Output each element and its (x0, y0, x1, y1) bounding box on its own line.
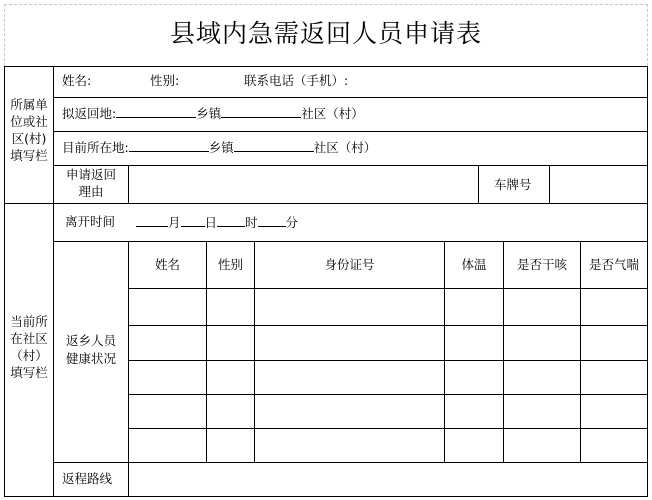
current-location-label: 目前所在地: (62, 140, 129, 155)
plate-label: 车牌号 (494, 177, 532, 192)
return-community-label: 社区（村） (301, 106, 364, 121)
health-table-row[interactable] (129, 326, 647, 360)
hour-label: 时 (245, 215, 258, 230)
grid-line (53, 131, 648, 132)
return-destination-label: 拟返回地: (62, 106, 117, 121)
section-current-label: 当前所在社区（村）填写栏 (10, 314, 48, 380)
day-label: 日 (204, 215, 218, 230)
return-township-label: 乡镇 (196, 106, 222, 121)
health-status-label: 返乡人员健康状况 (65, 333, 116, 366)
health-header-wheezing: 是否气喘 (588, 257, 639, 272)
leave-time-fields (136, 213, 298, 232)
current-community-label: 社区（村） (313, 140, 377, 155)
hour-blank[interactable] (217, 213, 245, 227)
return-route-label: 返程路线 (62, 471, 113, 486)
current-location-row (62, 138, 376, 157)
grid-line (4, 66, 648, 67)
current-township-blank[interactable] (129, 138, 209, 152)
minute-label: 分 (285, 215, 299, 230)
title-dashed-border (4, 4, 648, 5)
month-blank[interactable] (136, 213, 168, 227)
grid-line (4, 496, 648, 497)
return-reason-field[interactable] (129, 166, 477, 202)
form-title: 县域内急需返回人员申请表 (169, 19, 482, 48)
grid-line (53, 97, 648, 98)
minute-blank[interactable] (258, 213, 286, 227)
health-table-row[interactable] (129, 429, 647, 462)
plate-field[interactable] (550, 166, 646, 202)
phone-label: 联系电话（手机）: (244, 73, 349, 88)
grid-line (53, 66, 54, 496)
health-table-row[interactable] (129, 361, 647, 394)
health-header-name: 姓名 (154, 257, 180, 272)
return-community-blank[interactable] (221, 104, 301, 118)
month-label: 月 (168, 215, 181, 230)
current-community-blank[interactable] (234, 138, 314, 152)
health-header-dry-cough: 是否干咳 (516, 257, 567, 272)
return-destination-row (62, 104, 364, 123)
return-route-field[interactable] (129, 463, 647, 496)
health-header-temperature: 体温 (461, 257, 487, 272)
day-blank[interactable] (181, 213, 205, 227)
grid-line (53, 241, 648, 242)
name-label: 姓名: (62, 73, 92, 88)
current-township-label: 乡镇 (208, 140, 234, 155)
health-header-id-number: 身份证号 (324, 257, 375, 272)
gender-label: 性别: (150, 73, 180, 88)
health-table-row[interactable] (129, 289, 647, 325)
health-header-gender: 性别 (217, 257, 243, 272)
grid-line (4, 203, 648, 204)
return-township-blank[interactable] (116, 104, 196, 118)
section-village-label: 所属单位或社区(村)填写栏 (10, 97, 48, 163)
return-reason-label: 申请返回理由 (65, 167, 116, 199)
grid-line (478, 165, 479, 203)
grid-line (647, 66, 648, 496)
health-table-row[interactable] (129, 395, 647, 428)
leave-time-label: 离开时间 (65, 214, 116, 229)
